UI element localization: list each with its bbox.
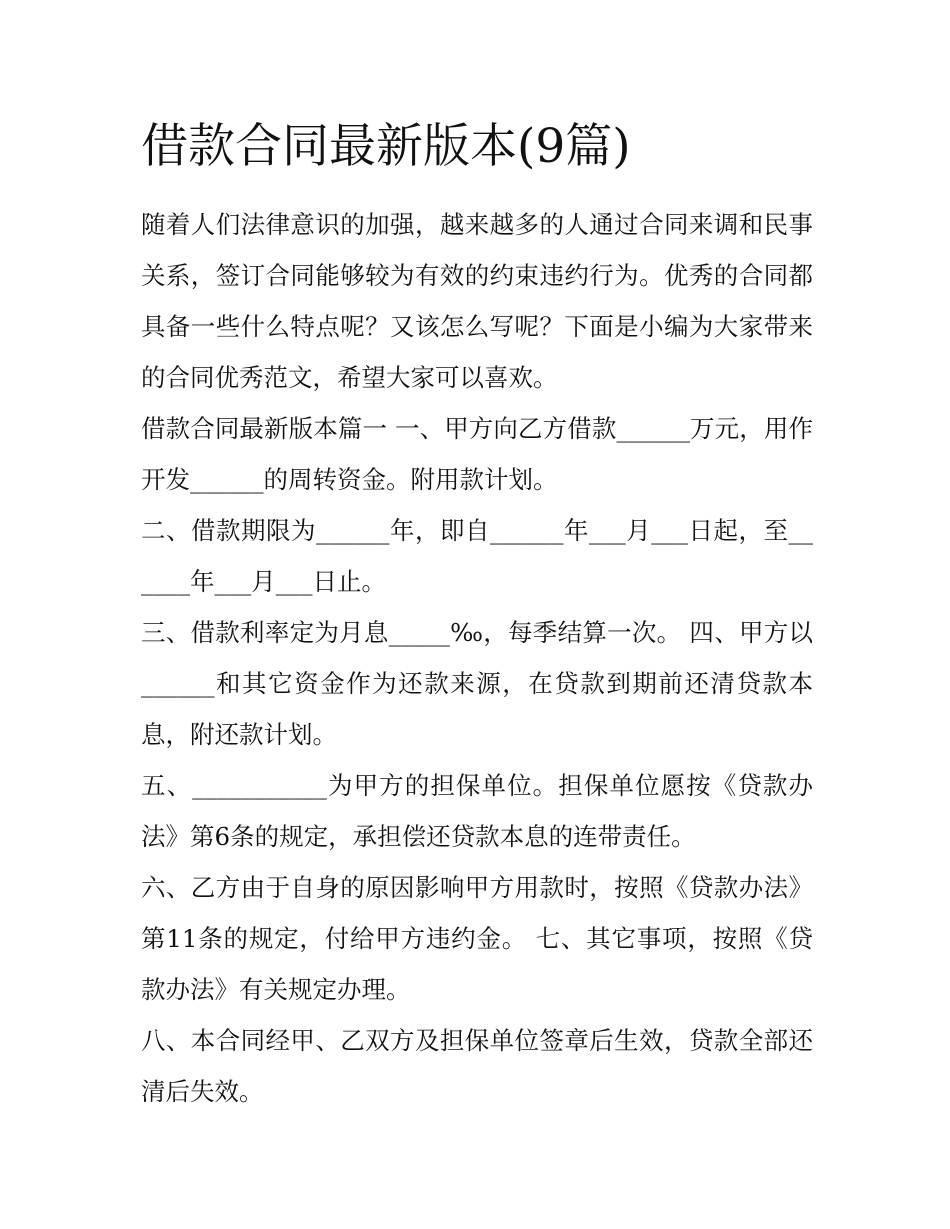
paragraph-clause-3-4: 三、借款利率定为月息_____‰，每季结算一次。 四、甲方以______和其它资金作为还款来源，在贷款到期前还清贷款本息，附还款计划。 bbox=[141, 618, 813, 749]
paragraph-intro: 随着人们法律意识的加强，越来越多的人通过合同来调和民事关系，签订合同能够较为有效的约束违约行为。优秀的合同都具备一些什么特点呢？又该怎么写呢？下面是小编为大家带来的合同优秀范文，希望大家可以喜欢。 bbox=[141, 210, 813, 392]
paragraph-clause-2: 二、借款期限为______年，即自______年___月___日起，至______年___月___日止。 bbox=[141, 516, 813, 596]
paragraph-clause-5: 五、___________为甲方的担保单位。担保单位愿按《贷款办法》第6条的规定，承担偿还贷款本息的连带责任。 bbox=[141, 771, 813, 851]
document-body bbox=[141, 199, 813, 1117]
document-title: 借款合同最新版本(9篇) bbox=[141, 119, 631, 174]
paragraph-clause-1: 借款合同最新版本篇一 一、甲方向乙方借款______万元，用作开发______的周转资金。附用款计划。 bbox=[141, 414, 813, 494]
paragraph-clause-8: 八、本合同经甲、乙双方及担保单位签章后生效，贷款全部还清后失效。 bbox=[141, 1026, 813, 1106]
paragraph-clause-6-7: 六、乙方由于自身的原因影响甲方用款时，按照《贷款办法》第11条的规定，付给甲方违约金。 七、其它事项，按照《贷款办法》有关规定办理。 bbox=[141, 873, 813, 1004]
